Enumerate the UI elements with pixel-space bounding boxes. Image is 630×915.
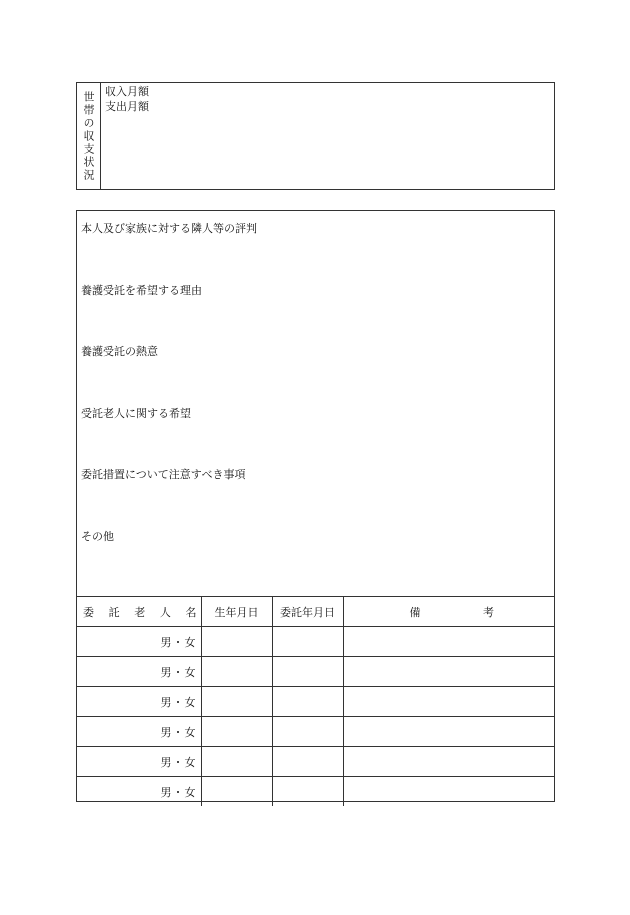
table-row bbox=[77, 717, 554, 747]
entrusted-elderly-table bbox=[77, 597, 554, 806]
birth-date-cell bbox=[201, 687, 272, 717]
entrust-date-cell bbox=[272, 717, 343, 747]
table-row bbox=[77, 627, 554, 657]
entrust-date-cell bbox=[272, 777, 343, 807]
notes-cell bbox=[343, 657, 554, 687]
name-sex-cell: 男・女 bbox=[77, 747, 201, 777]
header-elderly-name bbox=[77, 597, 201, 627]
section-enthusiasm: 養護受託の熱意 bbox=[81, 345, 158, 358]
table-header-row bbox=[77, 597, 554, 627]
notes-cell bbox=[343, 777, 554, 807]
header-name-char: 人 bbox=[159, 605, 171, 619]
name-sex-cell: 男・女 bbox=[77, 687, 201, 717]
birth-date-cell bbox=[201, 627, 272, 657]
household-vertical-label: 世帯の収支状況 bbox=[82, 90, 95, 182]
monthly-income-label: 収入月額 bbox=[105, 85, 149, 98]
notes-cell bbox=[343, 627, 554, 657]
entrust-date-cell bbox=[272, 627, 343, 657]
birth-date-cell bbox=[201, 657, 272, 687]
entrust-date-cell bbox=[272, 687, 343, 717]
name-sex-cell: 男・女 bbox=[77, 627, 201, 657]
household-income-expense-box bbox=[76, 82, 555, 190]
evaluation-sections bbox=[77, 211, 554, 597]
table-row bbox=[77, 687, 554, 717]
header-name-char: 託 bbox=[108, 605, 120, 619]
household-vertical-label-cell bbox=[77, 83, 101, 189]
table-row bbox=[77, 657, 554, 687]
birth-date-cell bbox=[201, 777, 272, 807]
entrust-date-cell bbox=[272, 747, 343, 777]
entrust-date-cell bbox=[272, 657, 343, 687]
table-row bbox=[77, 747, 554, 777]
header-name-char: 老 bbox=[134, 605, 146, 619]
evaluation-form-box bbox=[76, 210, 555, 802]
section-entrustment-notes: 委託措置について注意すべき事項 bbox=[81, 468, 246, 481]
header-notes bbox=[343, 597, 554, 627]
monthly-expense-label: 支出月額 bbox=[105, 100, 149, 113]
name-sex-cell: 男・女 bbox=[77, 777, 201, 807]
header-name-char: 名 bbox=[185, 605, 197, 619]
birth-date-cell bbox=[201, 747, 272, 777]
name-sex-cell: 男・女 bbox=[77, 657, 201, 687]
table-row bbox=[77, 777, 554, 807]
header-birth-date: 生年月日 bbox=[201, 597, 272, 627]
section-elderly-preference: 受託老人に関する希望 bbox=[81, 407, 191, 420]
header-notes-char: 考 bbox=[483, 605, 494, 619]
section-other: その他 bbox=[81, 530, 114, 543]
header-notes-char: 備 bbox=[409, 605, 421, 619]
name-sex-cell: 男・女 bbox=[77, 717, 201, 747]
header-name-char: 委 bbox=[83, 605, 94, 619]
section-neighbor-reputation: 本人及び家族に対する隣人等の評判 bbox=[81, 222, 257, 235]
income-expense-lines bbox=[101, 83, 153, 189]
birth-date-cell bbox=[201, 717, 272, 747]
notes-cell bbox=[343, 717, 554, 747]
notes-cell bbox=[343, 747, 554, 777]
section-reason-for-application: 養護受託を希望する理由 bbox=[81, 284, 202, 297]
notes-cell bbox=[343, 687, 554, 717]
header-entrust-date: 委託年月日 bbox=[272, 597, 343, 627]
